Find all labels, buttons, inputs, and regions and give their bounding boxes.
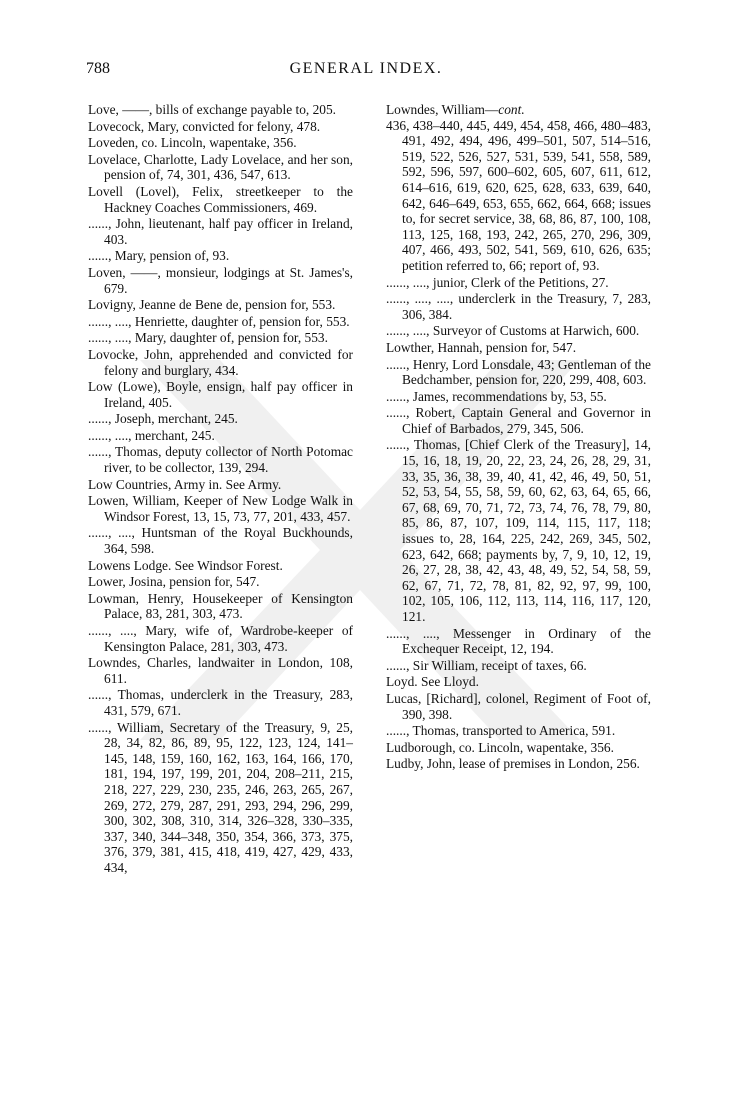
index-entry: ......, John, lieutenant, half pay officer in Ireland, 403. xyxy=(88,216,353,247)
index-entry: ......, Thomas, transported to America, 591. xyxy=(386,723,616,739)
page-number: 788 xyxy=(86,60,110,77)
running-title: GENERAL INDEX. xyxy=(289,60,443,77)
index-entry: ......, ...., junior, Clerk of the Petitions, 27. xyxy=(386,274,609,290)
index-entry: Lowther, Hannah, pension for, 547. xyxy=(386,339,577,355)
index-entry: ......, ...., ...., underclerk in the Treasury, 7, 283, 306, 384. xyxy=(386,291,651,322)
index-entry: ......, Henry, Lord Lonsdale, 43; Gentleman of the Bedchamber, pension for, 220, 299, 408, 603. xyxy=(386,356,651,388)
index-entry: ......, Thomas, underclerk in the Treasury, 283, 431, 579, 671. xyxy=(88,687,353,718)
index-entry: 436, 438–440, 445, 449, 454, 458, 466, 480–483, 491, 492, 494, 496, 499–501, 507, 514–516, 519, 522, 526, 527, 531, 539, 541, 558, 589, 592, 596, 597, 600–602, 605, 607, 611, 612, 614–616, 619, 620, 625, 628, 633, 639, 640, 642, 646–649, 653, 655, 662, 664, 668; issues to, for secret service, 38, 68, 86, 87, 100, 108, 113, 125, 168, 193, 242, 265, 270, 296, 309, 407, 466, 493, 502, 541, 569, 610, 626, 635; petition referred to, 66; report of, 93. xyxy=(386,117,651,273)
index-entry: ......, ...., merchant, 245. xyxy=(88,427,215,443)
index-entry: ......, Mary, pension of, 93. xyxy=(88,248,230,264)
index-entry: Ludby, John, lease of premises in London, 256. xyxy=(386,756,640,772)
index-entry: Lowman, Henry, Housekeeper of Kensington Palace, 83, 281, 303, 473. xyxy=(88,590,353,622)
index-entry: ......, ...., Huntsman of the Royal Buckhounds, 364, 598. xyxy=(88,525,353,557)
index-entry: ......, Thomas, deputy collector of North Potomac river, to be collector, 139, 294. xyxy=(88,444,353,476)
index-entry: Loyd. See Lloyd. xyxy=(386,674,479,690)
index-entry: ......, ...., Henriette, daughter of, pension for, 553. xyxy=(88,313,350,329)
index-entry: ......, ...., Mary, daughter of, pension for, 553. xyxy=(88,330,328,346)
index-entry: ......, Robert, Captain General and Governor in Chief of Barbados, 279, 345, 506. xyxy=(386,405,651,436)
index-entry: ......, William, Secretary of the Treasury, 9, 25, 28, 34, 82, 86, 89, 95, 122, 123, 124, 141–145, 148, 159, 160, 162, 163, 164, 166, 170, 181, 194, 197, 199, 201, 204, 208–211, 215, 218, 227, 229, 230, 235, 246, 263, 265, 267, 269, 272, 279, 287, 291, 293, 294, 296, 299, 300, 302, 308, 310, 314, 326–328, 330–335, 337, 340, 344–348, 350, 354, 366, 373, 375, 376, 379, 381, 415, 418, 419, 427, 429, 433, 434, xyxy=(88,719,353,875)
index-entry: Lowens Lodge. See Windsor Forest. xyxy=(88,557,283,573)
right-column xyxy=(386,102,651,773)
left-column xyxy=(88,102,353,877)
index-entry: Ludborough, co. Lincoln, wapentake, 356. xyxy=(386,739,614,755)
index-entry: Love, ——, bills of exchange payable to, 205. xyxy=(88,102,337,117)
index-entry: Loveden, co. Lincoln, wapentake, 356. xyxy=(88,135,297,151)
index-entry: Loven, ——, monsieur, lodgings at St. James's, 679. xyxy=(88,264,353,296)
index-entry: Low (Lowe), Boyle, ensign, half pay officer in Ireland, 405. xyxy=(88,379,353,410)
continued-marker: cont. xyxy=(498,102,525,117)
page-header xyxy=(86,60,646,84)
index-entry: Lovocke, John, apprehended and convicted for felony and burglary, 434. xyxy=(88,346,353,378)
index-entry: ......, Thomas, [Chief Clerk of the Treasury], 14, 15, 16, 18, 19, 20, 22, 23, 24, 26, 28, 29, 31, 33, 35, 36, 38, 39, 40, 41, 42, 46, 49, 50, 51, 52, 53, 54, 55, 58, 59, 60, 62, 63, 64, 65, 66, 67, 68, 69, 70, 71, 72, 73, 74, 76, 78, 79, 80, 85, 86, 87, 107, 109, 114, 115, 117, 118; issues to, 28, 164, 225, 242, 269, 345, 502, 623, 642, 668; payments by, 7, 9, 10, 12, 19, 26, 27, 28, 38, 42, 43, 48, 49, 52, 54, 58, 59, 62, 67, 71, 72, 78, 81, 82, 92, 97, 99, 100, 102, 105, 106, 112, 113, 114, 116, 117, 120, 121. xyxy=(386,437,651,624)
index-entry: Low Countries, Army in. See Army. xyxy=(88,476,282,492)
index-entry: ......, Joseph, merchant, 245. xyxy=(88,411,238,427)
index-entry-continued xyxy=(386,102,651,118)
index-entry: Lovelace, Charlotte, Lady Lovelace, and her son, pension of, 74, 301, 436, 547, 613. xyxy=(88,151,353,183)
index-entry: Lowndes, Charles, landwaiter in London, 108, 611. xyxy=(88,655,353,686)
index-entry: Lucas, [Richard], colonel, Regiment of Foot of, 390, 398. xyxy=(386,690,651,722)
index-entry: Lovell (Lovel), Felix, streetkeeper to the Hackney Coaches Commissioners, 469. xyxy=(88,183,353,215)
index-entry: Lower, Josina, pension for, 547. xyxy=(88,574,260,590)
index-entry: ......, James, recommendations by, 53, 55. xyxy=(386,388,607,404)
index-entry: Lowen, William, Keeper of New Lodge Walk in Windsor Forest, 13, 15, 73, 77, 201, 433, 457. xyxy=(88,493,353,524)
index-entry: Lovecock, Mary, convicted for felony, 478. xyxy=(88,118,321,134)
entry-heading: Lowndes, William— xyxy=(386,102,499,117)
index-entry: ......, ...., Messenger in Ordinary of the Exchequer Receipt, 12, 194. xyxy=(386,625,651,657)
index-entry: ......, ...., Surveyor of Customs at Harwich, 600. xyxy=(386,323,640,339)
index-entry: Lovigny, Jeanne de Bene de, pension for, 553. xyxy=(88,297,336,313)
index-entry: ......, Sir William, receipt of taxes, 66. xyxy=(386,657,587,673)
index-entry: ......, ...., Mary, wife of, Wardrobe-keeper of Kensington Palace, 281, 303, 473. xyxy=(88,623,353,654)
